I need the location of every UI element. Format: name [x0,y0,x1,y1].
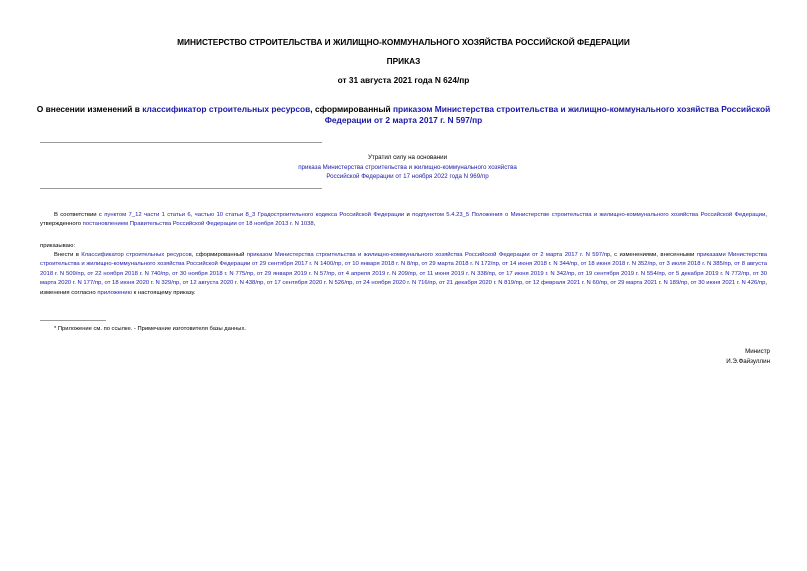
p2-text-1: Внести в [54,252,82,258]
status-note [220,153,595,182]
p1-text-3: и [404,212,413,218]
p1-text-4: , утвержденного [40,212,768,228]
p2-link-order-597[interactable]: приказом Министерства строительства и жилищно-коммунального хозяйства Российской Федерации от 2 марта 2017 г. N 597/пр [246,252,611,258]
signature-block [726,347,770,366]
p2-link-amending-orders[interactable]: приказами Министерства строительства и жилищно-коммунального хозяйства Российской Федерации от 29 сентября 2017 г. N 1400/пр, от 10 января 2018 г. N 8/пр, от 29 марта 2018 г. N 172/пр, от 14 июня 2018 г. N 344/пр, от 18 июня 2018 г. N 352/пр, от 3 июля 2018 г. N 385/пр, от 8 августа 2018 г. N 509/пр, от 22 ноября 2018 г. N 740/пр, от 30 ноября 2018 г. N 775/пр, от 29 января 2019 г. N 57/пр, от 4 апреля 2019 г. N 209/пр, от 11 июня 2019 г. N 338/пр, от 17 июня 2019 г. N 342/пр, от 19 сентября 2019 г. N 554/пр, от 5 декабря 2019 г. N 772/пр, от 30 марта 2020 г. N 177/пр, от 18 июня 2020 г. N 329/пр, от 12 августа 2020 г. N 438/пр, от 17 сентября 2020 г. N 526/пр, от 24 ноября 2020 г. N 716/пр, от 21 декабря 2020 г. N 819/пр, от 12 февраля 2021 г. N 60/пр, от 29 марта 2021 г. N 189/пр, от 30 июня 2021 г. N 426/пр [40,252,767,287]
footnote-divider [40,320,106,321]
ministry-header: МИНИСТЕРСТВО СТРОИТЕЛЬСТВА И ЖИЛИЩНО-КОММУНАЛЬНОГО ХОЗЯЙСТВА РОССИЙСКОЙ ФЕДЕРАЦИИ [177,37,630,47]
document-title [30,104,777,126]
signature-name: И.Э.Файзуллин [726,357,770,365]
p1-text-2: , [190,212,195,218]
signature-position: Министр [745,348,770,355]
divider-top [40,142,322,143]
p1-text-1: В соответствии с [54,212,105,218]
title-text-2: , сформированный [310,104,393,114]
p2-link-classifier[interactable]: Классификатор строительных ресурсов [81,252,192,258]
status-note-link-line3[interactable]: Российской Федерации от 17 ноября 2022 года N 969/пр [326,173,489,181]
paragraph-basis [40,211,767,230]
paragraph-order [40,251,767,298]
title-text-1: О внесении изменений в [36,104,143,114]
document-date-number: от 31 августа 2021 года N 624/пр [337,75,470,85]
status-note-line1: Утратил силу на основании [367,154,448,161]
p1-link-4[interactable]: постановлением Правительства Российской Федерации от 18 ноября 2013 г. N 1038 [82,221,314,228]
p2-text-5: к настоящему приказу. [132,289,196,296]
p2-text-2: , сформированный [191,252,247,258]
footnote: * Приложение см. по ссылке. - Примечание изготовителя базы данных. [54,326,246,332]
p1-link-2[interactable]: частью 10 статьи 8_3 Градостроительного кодекса Российской Федерации [194,212,405,218]
title-link-order-597[interactable]: приказом Министерства строительства и жилищно-коммунального хозяйства Российской Федерации от 2 марта 2017 г. N 597/пр [324,104,771,125]
divider-bottom [40,188,322,189]
p2-text-4: , изменения согласно [40,280,767,296]
status-note-link-line2[interactable]: приказа Министерства строительства и жилищно-коммунального хозяйства [298,163,517,171]
p1-link-1[interactable]: пунктом 7_12 части 1 статьи 6 [104,212,191,218]
p2-text-3: , с изменениями, внесенными [610,252,697,258]
title-link-classifier[interactable]: классификатор строительных ресурсов [142,104,311,114]
document-type: ПРИКАЗ [386,56,421,66]
p1-text-5: , [313,221,316,228]
order-word: приказываю: [40,243,76,249]
p1-link-3[interactable]: подпунктом 5.4.23_5 Положения о Министерстве строительства и жилищно-коммунального хозяйства Российской Федерации [412,212,766,218]
p2-link-appendix[interactable]: приложению [97,289,133,296]
